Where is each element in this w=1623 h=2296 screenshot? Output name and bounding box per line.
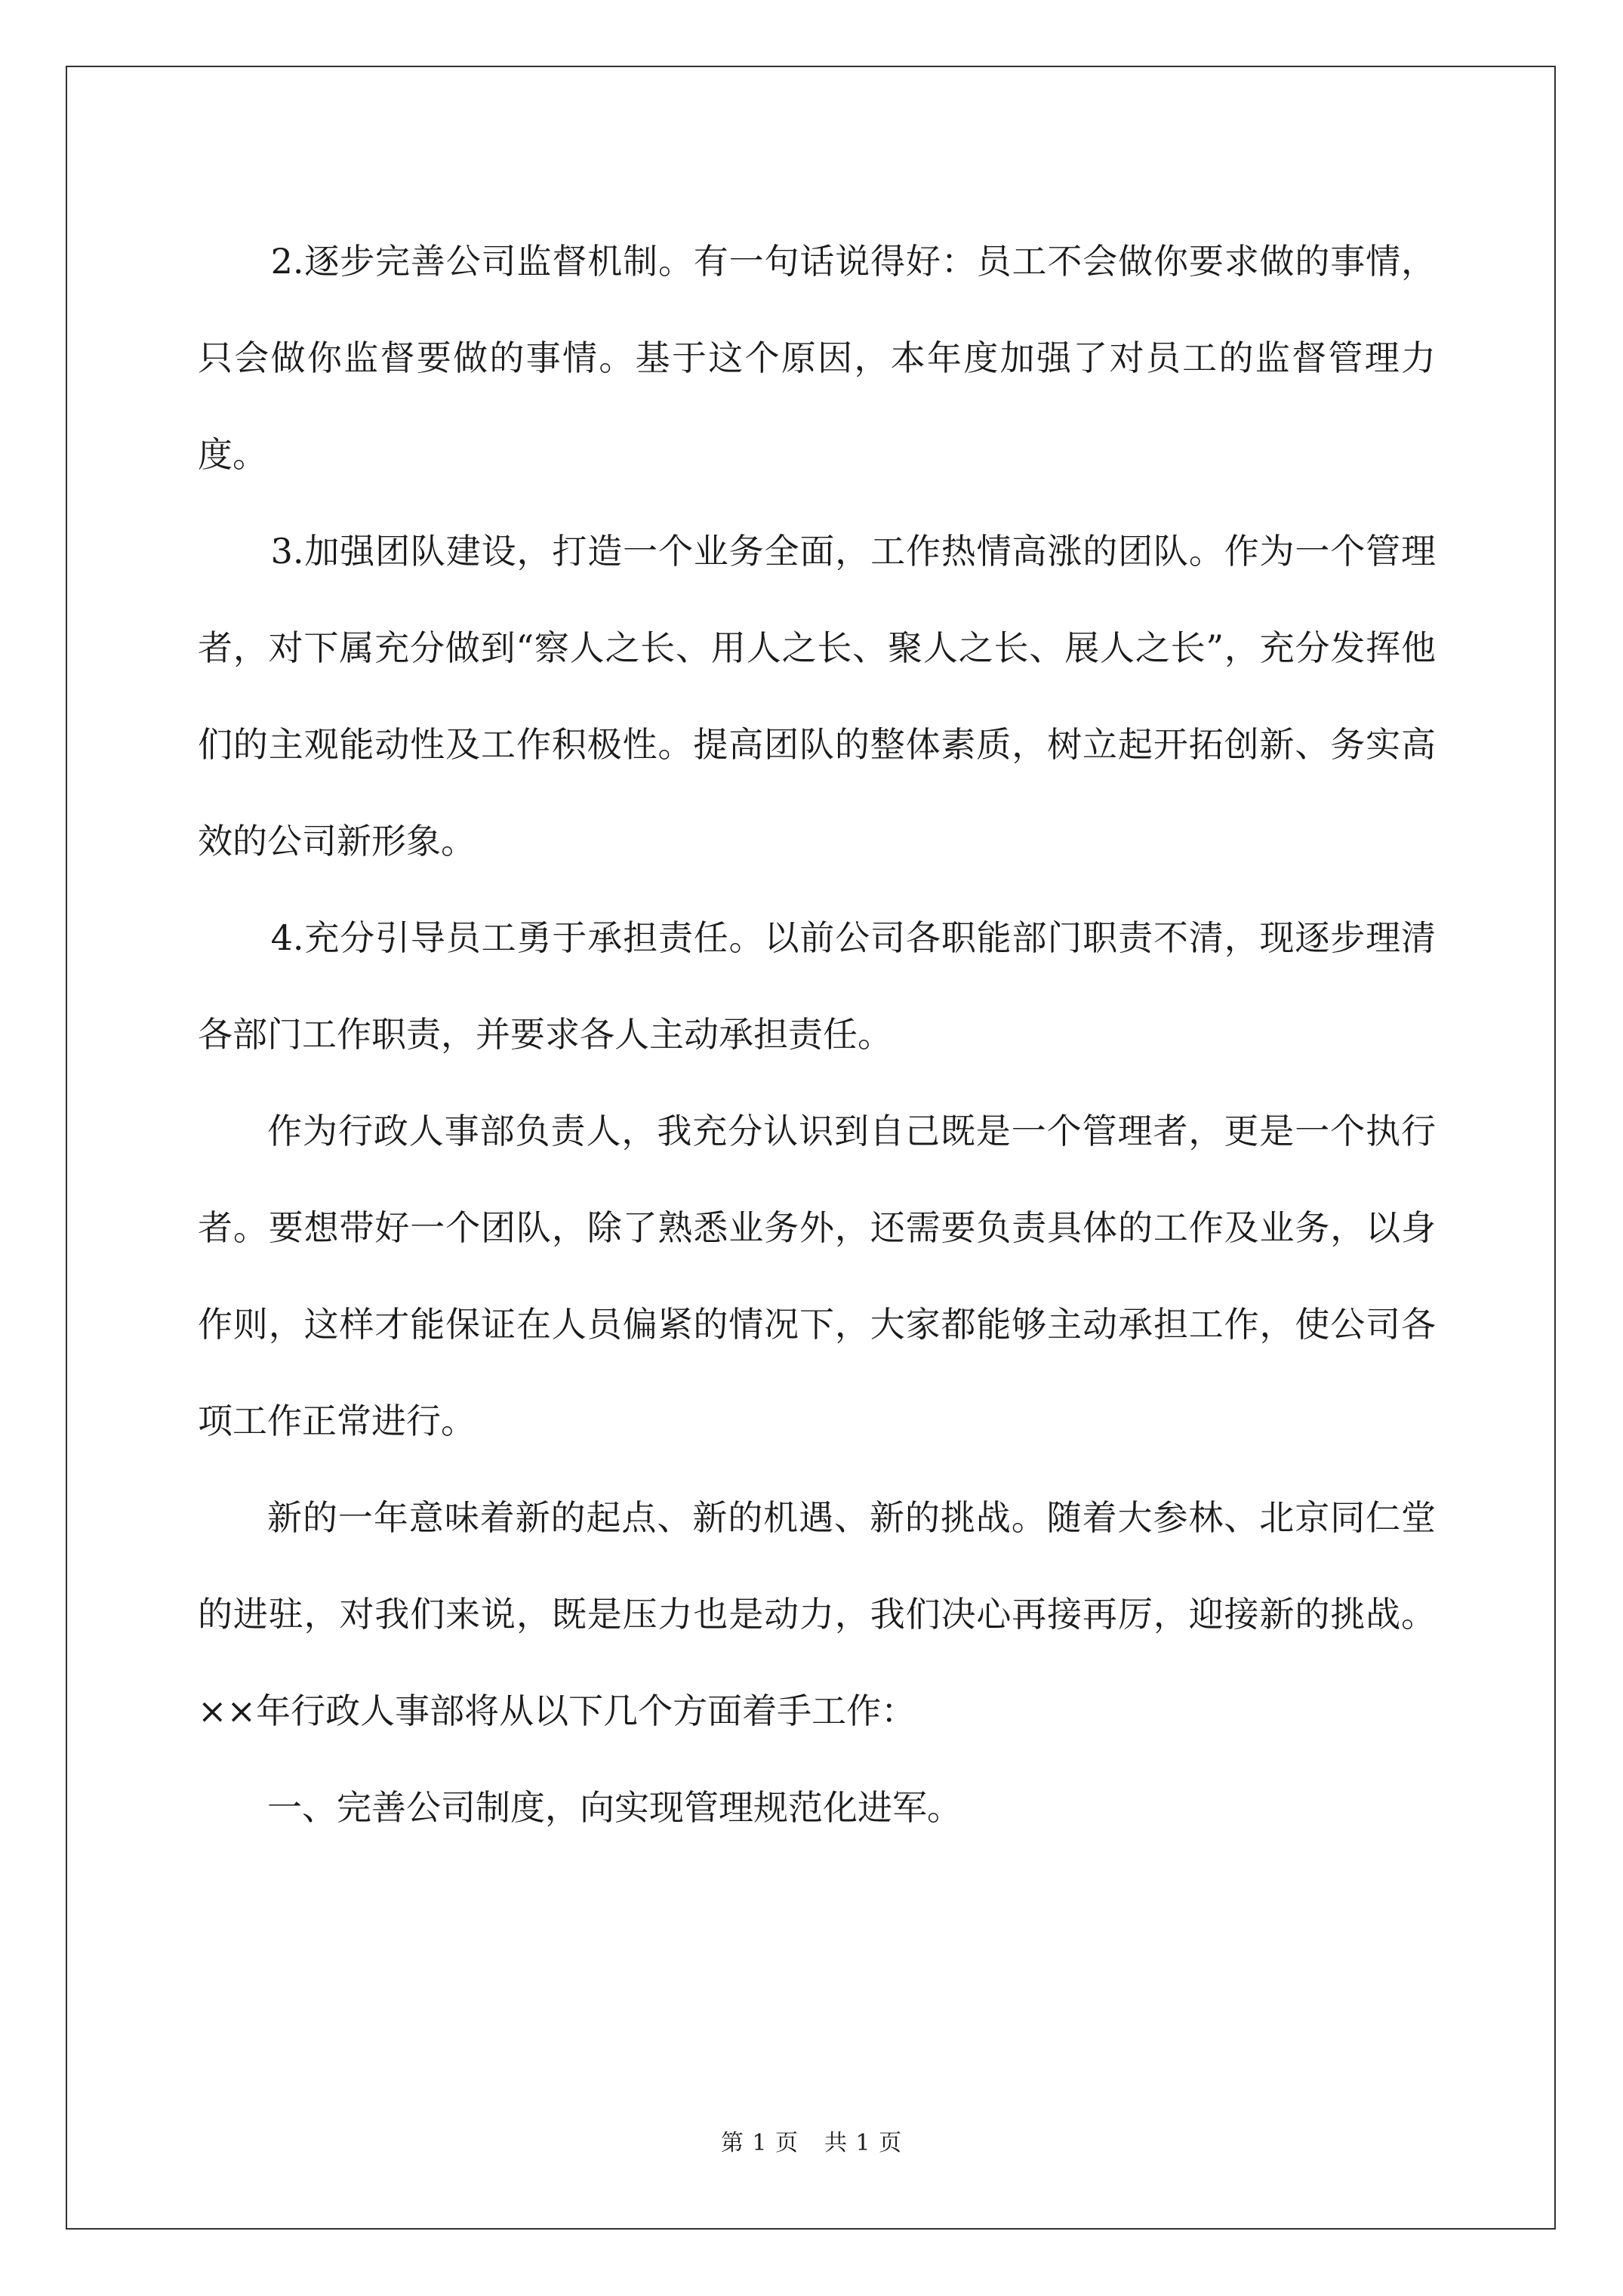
paragraph-department-head: 作为行政人事部负责人，我充分认识到自己既是一个管理者，更是一个执行者。要想带好一个团队，除了熟悉业务外，还需要负责具体的工作及业务，以身作则，这样才能保证在人员偏紧的情况下，大家都能够主动承担工作，使公司各项工作正常进行。 [198, 1111, 1436, 1441]
page-total: 共 1 页 [824, 2130, 903, 2156]
paragraph-responsibility: 4.充分引导员工勇于承担责任。以前公司各职能部门职责不清，现逐步理清各部门工作职责，并要求各人主动承担责任。 [198, 917, 1436, 1055]
paragraph-new-year: 新的一年意味着新的起点、新的机遇、新的挑战。随着大参林、北京同仁堂的进驻，对我们来说，既是压力也是动力，我们决心再接再厉，迎接新的挑战。××年行政人事部将从以下几个方面着手工作： [198, 1497, 1436, 1731]
paragraph-first-item: 一、完善公司制度，向实现管理规范化进军。 [267, 1787, 962, 1828]
document-body [198, 213, 1436, 1856]
page-footer [0, 2124, 1623, 2157]
paragraph-supervision: 2.逐步完善公司监督机制。有一句话说得好：员工不会做你要求做的事情，只会做你监督要做的事情。基于这个原因，本年度加强了对员工的监督管理力度。 [198, 241, 1436, 475]
paragraph-team-building: 3.加强团队建设，打造一个业务全面，工作热情高涨的团队。作为一个管理者，对下属充分做到“察人之长、用人之长、聚人之长、展人之长”，充分发挥他们的主观能动性及工作积极性。提高团队的整体素质，树立起开拓创新、务实高效的公司新形象。 [198, 531, 1436, 861]
page-number: 第 1 页 [720, 2130, 799, 2156]
